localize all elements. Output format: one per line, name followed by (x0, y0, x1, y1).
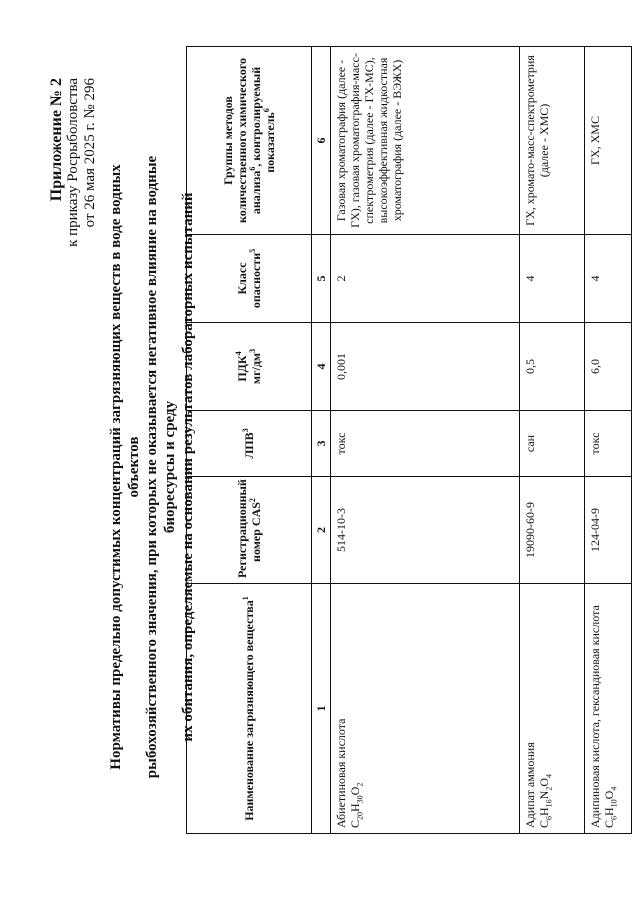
table-row (331, 47, 520, 834)
substance-name: Адипиновая кислота, гександиовая кислота (588, 605, 602, 828)
lpv-cell: сан (520, 411, 585, 477)
cas-number-cell: 19090-60-9 (520, 477, 585, 584)
substance-name-cell (520, 584, 585, 834)
analysis-methods-cell: Газовая хроматография (далее - ГХ), газовая хроматография-масс-спектрометрия (далее - ГХ-МС), высокоэффективная жидкостная хроматография (далее - ВЭЖХ) (331, 47, 520, 235)
heading-line2: рыбохозяйственного значения, при которых не оказывается негативное влияние на водные биоресурсы и среду (144, 155, 178, 779)
substance-name: Адипат аммония (523, 742, 537, 828)
table-row (585, 47, 632, 834)
chemical-formula: $C_6H_{16}N_2O_4$ (537, 773, 554, 828)
column-number: 4 (312, 323, 331, 411)
chemical-formula: $C_{20}H_{30}O_2$ (348, 782, 365, 828)
pdk-cell: 0,001 (331, 323, 520, 411)
column-number: 1 (312, 584, 331, 834)
heading-line1: Нормативы предельно допустимых концентраций загрязняющих веществ в воде водных объектов (108, 164, 142, 770)
analysis-methods-cell: ГХ, хромато-масс-спектрометрия (далее - ХМС) (520, 47, 585, 235)
document-heading (107, 147, 197, 787)
header-lpv: ЛПВ$^3$ (187, 411, 312, 477)
cas-number-cell: 124-04-9 (585, 477, 632, 584)
table-header-row (187, 47, 312, 834)
pdk-cell: 0,5 (520, 323, 585, 411)
hazard-class-cell: 2 (331, 235, 520, 323)
hazard-class-cell: 4 (585, 235, 632, 323)
appendix-block (48, 78, 99, 247)
header-pdk: ПДК$^4$ $мг/дм^3$ (187, 323, 312, 411)
header-analysis-methods: Группы методов количественного химического анализа$^6$, контролируемый показатель$^6$ (187, 47, 312, 235)
substance-name: Абиетиновая кислота (334, 718, 348, 828)
column-number: 5 (312, 235, 331, 323)
header-hazard-class: Класс опасности$^5$ (187, 235, 312, 323)
table-number-row (312, 47, 331, 834)
column-number: 3 (312, 411, 331, 477)
cas-number-cell: 514-10-3 (331, 477, 520, 584)
column-number: 2 (312, 477, 331, 584)
lpv-cell: токс (331, 411, 520, 477)
substance-name-cell (585, 584, 632, 834)
header-substance-name: Наименование загрязняющего вещества$^1$ (187, 584, 312, 834)
header-cas-number: Регистрационный номер CAS$^2$ (187, 477, 312, 584)
standards-table (186, 46, 632, 834)
analysis-methods-cell: ГХ, ХМС (585, 47, 632, 235)
appendix-line2: от 26 мая 2025 г. № 296 (82, 78, 98, 228)
pdk-cell: 6,0 (585, 323, 632, 411)
appendix-line1: к приказу Росрыболовства (65, 78, 81, 247)
hazard-class-cell: 4 (520, 235, 585, 323)
column-number: 6 (312, 47, 331, 235)
lpv-cell: токс (585, 411, 632, 477)
chemical-formula: $C_6H_{10}O_4$ (602, 786, 619, 828)
appendix-title: Приложение № 2 (48, 78, 65, 202)
heading-line3: их обитания, определяемые на основании результатов лабораторных испытаний (180, 192, 196, 742)
table-row (520, 47, 585, 834)
substance-name-cell (331, 584, 520, 834)
